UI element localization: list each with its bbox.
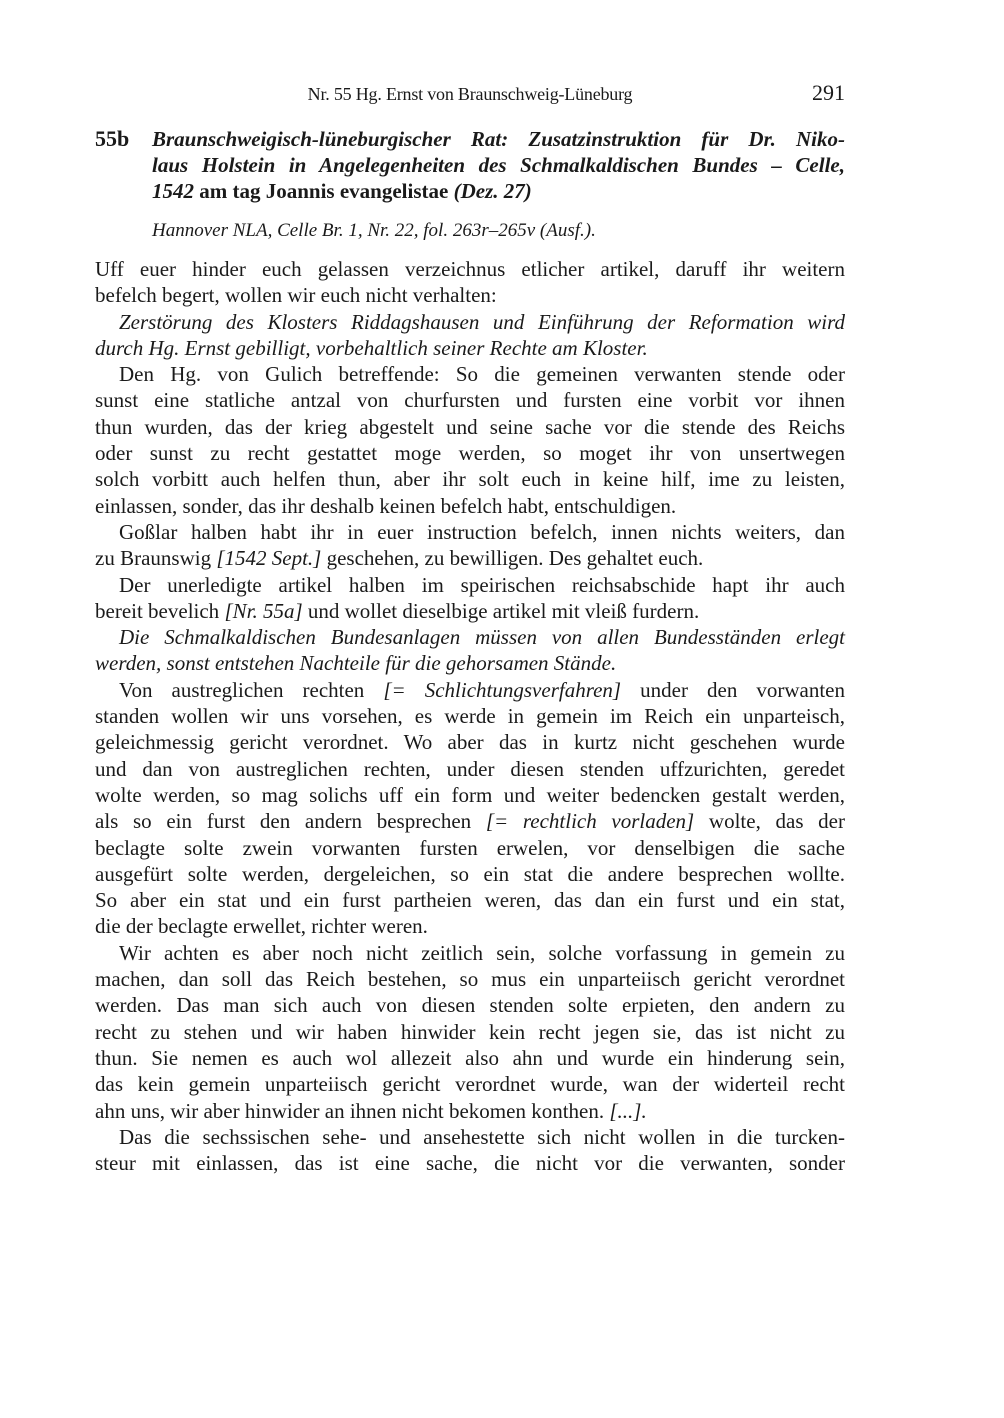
text-line xyxy=(95,624,845,650)
text-segment: thun. Sie nemen es auch wol allezeit also ahn und wurde ein hinderung sein, xyxy=(95,1045,845,1070)
text-line xyxy=(95,1045,845,1071)
text-segment: oder sunst zu recht gestattet moge werden, so moget ihr von unsertwegen xyxy=(95,441,845,466)
title-line xyxy=(152,178,845,204)
paragraph xyxy=(95,572,845,625)
text-segment: Von austreglichen rechten xyxy=(119,677,384,702)
text-segment: Den Hg. von Gulich betreffende: So die gemeinen verwanten stende oder xyxy=(119,362,845,387)
paragraph xyxy=(95,309,845,362)
text-segment: wolte werden, so mag solichs uff ein form und weiter bedencken gestalt werden, xyxy=(95,782,845,807)
text-segment: das kein gemein unparteiisch gericht verordnet wurde, wan der widerteil recht xyxy=(95,1072,845,1097)
text-line xyxy=(95,1071,845,1097)
text-segment: machen, dan soll das Reich bestehen, so mus ein unparteiisch gericht verordnet xyxy=(95,967,845,992)
text-segment: zu Braunswig xyxy=(95,546,217,571)
text-line xyxy=(95,782,845,808)
text-segment: und wollet dieselbige artikel mit vleiß furdern. xyxy=(302,598,700,623)
text-segment: einlassen, sonder, das ihr deshalb keinen befelch habt, entschuldigen. xyxy=(95,493,677,518)
text-line xyxy=(95,940,845,966)
italic-text-segment: Braunschweigisch-lüneburgischer Rat: Zusatzinstruktion für Dr. Niko- xyxy=(152,127,845,151)
italic-text-segment: werden, sonst entstehen Nachteile für die gehorsamen Stände. xyxy=(95,651,617,676)
text-line xyxy=(95,966,845,992)
italic-text-segment: durch Hg. Ernst gebilligt, vorbehaltlich seiner Rechte am Kloster. xyxy=(95,335,648,360)
title-line xyxy=(152,126,845,152)
text-segment: ausgefürt solte werden, dergeleichen, so ein stat die andere besprechen wollte. xyxy=(95,861,845,886)
text-segment: sunst eine statliche antzal von churfursten und fursten eine vorbit vor ihnen xyxy=(95,388,845,413)
text-segment: standen wollen wir uns vorsehen, es werde in gemein im Reich ein unparteisch, xyxy=(95,704,845,729)
text-line xyxy=(95,440,845,466)
text-line xyxy=(95,545,845,571)
text-segment: solch vorbitt auch helfen thun, aber ihr solt euch in keine hilf, ime zu leisten, xyxy=(95,467,845,492)
text-segment: befelch begert, wollen wir euch nicht verhalten: xyxy=(95,283,497,308)
paragraph xyxy=(95,1124,845,1177)
text-line xyxy=(95,756,845,782)
text-segment: geschehen, zu bewilligen. Des gehaltet euch. xyxy=(321,546,704,571)
text-segment: als so ein furst den andern besprechen xyxy=(95,809,486,834)
text-segment: recht zu stehen und wir haben hinwider kein recht jegen sie, das ist nicht zu xyxy=(95,1019,845,1044)
italic-text-segment: [Nr. 55a] xyxy=(224,598,303,623)
text-segment: am tag Joannis evangelistae xyxy=(194,179,454,203)
text-line xyxy=(95,913,845,939)
italic-text-segment: [...]. xyxy=(609,1098,647,1123)
text-segment: under den vorwanten xyxy=(621,677,845,702)
text-line xyxy=(95,519,845,545)
running-head xyxy=(95,80,845,108)
text-line xyxy=(95,572,845,598)
text-line xyxy=(95,598,845,624)
text-line xyxy=(95,1150,845,1176)
document-title xyxy=(152,126,845,204)
document-number: 55b xyxy=(95,126,130,151)
text-line xyxy=(95,1098,845,1124)
text-line xyxy=(95,677,845,703)
paragraph xyxy=(95,256,845,309)
text-segment: Wir achten es aber noch nicht zeitlich sein, solche vorfassung in gemein zu xyxy=(119,940,845,965)
text-line xyxy=(95,493,845,519)
text-segment: Der unerledigte artikel halben im speirischen reichsabschide hapt ihr auch xyxy=(119,572,845,597)
text-segment: wolte, das der xyxy=(694,809,845,834)
text-line xyxy=(95,282,845,308)
text-line xyxy=(95,466,845,492)
italic-text-segment: laus Holstein in Angelegenheiten des Schmalkaldischen Bundes – Celle, xyxy=(152,153,845,177)
text-line xyxy=(95,887,845,913)
text-line xyxy=(95,256,845,282)
text-line xyxy=(95,361,845,387)
italic-text-segment: Die Schmalkaldischen Bundesanlagen müssen von allen Bundesständen erlegt xyxy=(119,625,845,650)
document-heading xyxy=(95,126,845,204)
text-segment: bereit bevelich xyxy=(95,598,225,623)
text-segment: Goßlar halben habt ihr in euer instruction befelch, innen nichts weiters, dan xyxy=(119,519,845,544)
body-text xyxy=(95,256,845,1176)
text-line xyxy=(95,703,845,729)
text-line xyxy=(95,335,845,361)
text-line xyxy=(95,1019,845,1045)
italic-text-segment: Zerstörung des Klosters Riddagshausen und Einführung der Reformation wird xyxy=(119,309,845,334)
text-segment: steur mit einlassen, das ist eine sache, die nicht vor die verwanten, sonder xyxy=(95,1151,845,1176)
text-line xyxy=(95,387,845,413)
text-line xyxy=(95,992,845,1018)
italic-text-segment: (Dez. 27) xyxy=(453,179,532,203)
italic-text-segment: 1542 xyxy=(152,179,194,203)
text-line xyxy=(95,808,845,834)
italic-text-segment: [= Schlichtungsverfahren] xyxy=(383,677,622,702)
text-line xyxy=(95,414,845,440)
text-line xyxy=(95,650,845,676)
text-segment: So aber ein stat und ein furst partheien weren, das dan ein furst und ein stat, xyxy=(95,888,845,913)
text-line xyxy=(95,1124,845,1150)
archival-source: Hannover NLA, Celle Br. 1, Nr. 22, fol. 263r–265v (Ausf.). xyxy=(152,220,596,241)
running-head-title: Nr. 55 Hg. Ernst von Braunschweig-Lüneburg xyxy=(307,84,633,104)
text-segment: werden. Das man sich auch von diesen stenden solte erpieten, den andern zu xyxy=(95,993,845,1018)
italic-text-segment: [1542 Sept.] xyxy=(216,546,322,571)
text-segment: und dan von austreglichen rechten, under diesen stenden uffzurichten, geredet xyxy=(95,756,845,781)
paragraph xyxy=(95,361,845,519)
text-segment: Das die sechssischen sehe- und ansehestette sich nicht wollen in die turcken- xyxy=(119,1124,845,1149)
text-segment: Uff euer hinder euch gelassen verzeichnus etlicher artikel, daruff ihr weitern xyxy=(95,257,845,281)
text-line xyxy=(95,861,845,887)
text-line xyxy=(95,309,845,335)
text-segment: geleichmessig gericht verordnet. Wo aber das in kurtz nicht geschehen wurde xyxy=(95,730,845,755)
text-segment: die der beclagte erwellet, richter weren. xyxy=(95,914,428,939)
title-line xyxy=(152,152,845,178)
paragraph xyxy=(95,677,845,940)
text-segment: ahn uns, wir aber hinwider an ihnen nicht bekomen konthen. xyxy=(95,1098,610,1123)
italic-text-segment: [= rechtlich vorladen] xyxy=(485,809,695,834)
text-line xyxy=(95,835,845,861)
page-number: 291 xyxy=(812,80,845,105)
text-segment: beclagte solte zwein vorwanten fursten erwelen, vor denselbigen die sache xyxy=(95,835,845,860)
paragraph xyxy=(95,624,845,677)
paragraph xyxy=(95,940,845,1124)
text-segment: thun wurden, das der krieg abgestelt und seine sache vor die stende des Reichs xyxy=(95,414,845,439)
paragraph xyxy=(95,519,845,572)
text-line xyxy=(95,729,845,755)
